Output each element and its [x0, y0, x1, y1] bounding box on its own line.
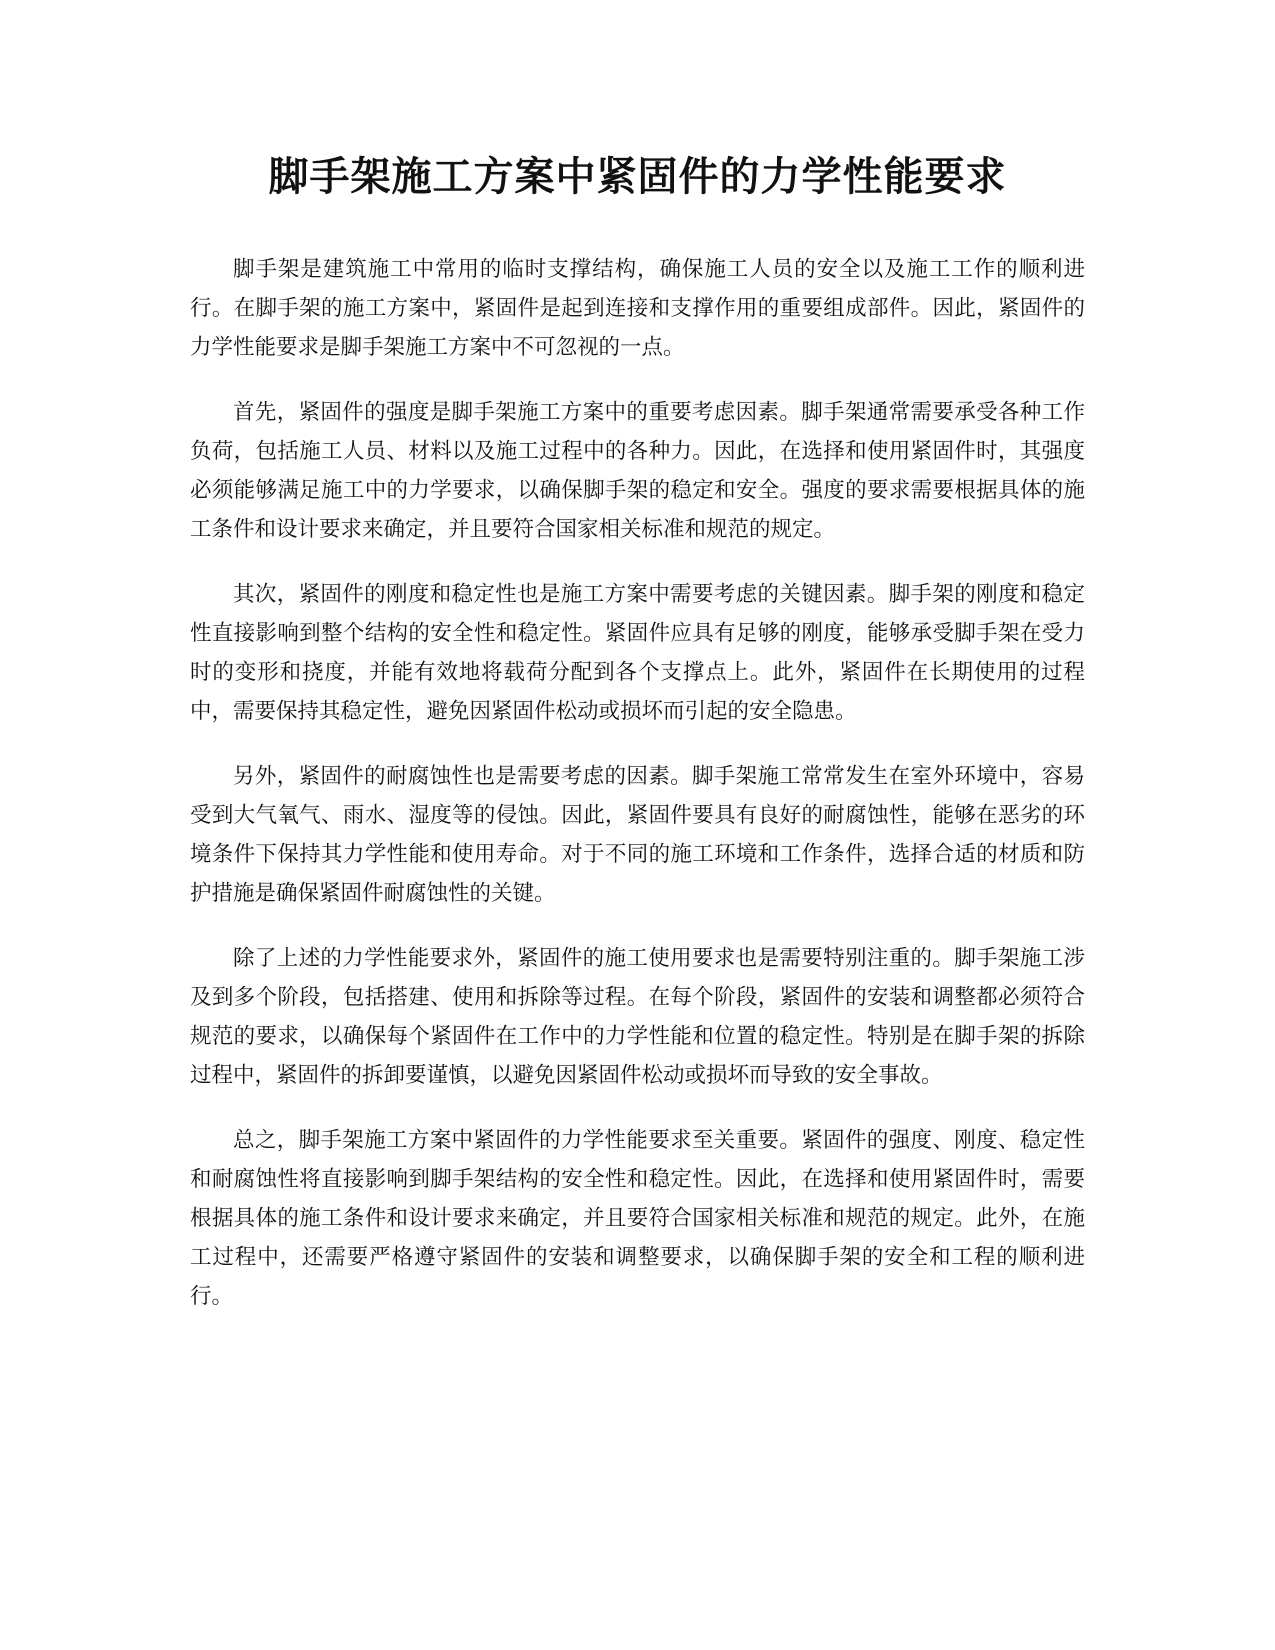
- document-title: 脚手架施工方案中紧固件的力学性能要求: [268, 154, 1007, 200]
- paragraph-conclusion: 总之，脚手架施工方案中紧固件的力学性能要求至关重要。紧固件的强度、刚度、稳定性和耐腐蚀性将直接影响到脚手架结构的安全性和稳定性。因此，在选择和使用紧固件时，需要根据具体的施工条件和设计要求来确定，并且要符合国家相关标准和规范的规定。此外，在施工过程中，还需要严格遵守紧固件的安装和调整要求，以确保脚手架的安全和工程的顺利进行。: [190, 1128, 1085, 1309]
- paragraph-stiffness-stability: 其次，紧固件的刚度和稳定性也是施工方案中需要考虑的关键因素。脚手架的刚度和稳定性直接影响到整个结构的安全性和稳定性。紧固件应具有足够的刚度，能够承受脚手架在受力时的变形和挠度，并能有效地将载荷分配到各个支撑点上。此外，紧固件在长期使用的过程中，需要保持其稳定性，避免因紧固件松动或损坏而引起的安全隐患。: [190, 582, 1085, 724]
- paragraph-strength: 首先，紧固件的强度是脚手架施工方案中的重要考虑因素。脚手架通常需要承受各种工作负荷，包括施工人员、材料以及施工过程中的各种力。因此，在选择和使用紧固件时，其强度必须能够满足施工中的力学要求，以确保脚手架的稳定和安全。强度的要求需要根据具体的施工条件和设计要求来确定，并且要符合国家相关标准和规范的规定。: [190, 400, 1085, 542]
- paragraph-usage-requirements: 除了上述的力学性能要求外，紧固件的施工使用要求也是需要特别注重的。脚手架施工涉及到多个阶段，包括搭建、使用和拆除等过程。在每个阶段，紧固件的安装和调整都必须符合规范的要求，以确保每个紧固件在工作中的力学性能和位置的稳定性。特别是在脚手架的拆除过程中，紧固件的拆卸要谨慎，以避免因紧固件松动或损坏而导致的安全事故。: [190, 946, 1085, 1088]
- paragraph-intro: 脚手架是建筑施工中常用的临时支撑结构，确保施工人员的安全以及施工工作的顺利进行。在脚手架的施工方案中，紧固件是起到连接和支撑作用的重要组成部件。因此，紧固件的力学性能要求是脚手架施工方案中不可忽视的一点。: [190, 257, 1085, 360]
- paragraph-corrosion-resistance: 另外，紧固件的耐腐蚀性也是需要考虑的因素。脚手架施工常常发生在室外环境中，容易受到大气氧气、雨水、湿度等的侵蚀。因此，紧固件要具有良好的耐腐蚀性，能够在恶劣的环境条件下保持其力学性能和使用寿命。对于不同的施工环境和工作条件，选择合适的材质和防护措施是确保紧固件耐腐蚀性的关键。: [190, 764, 1085, 906]
